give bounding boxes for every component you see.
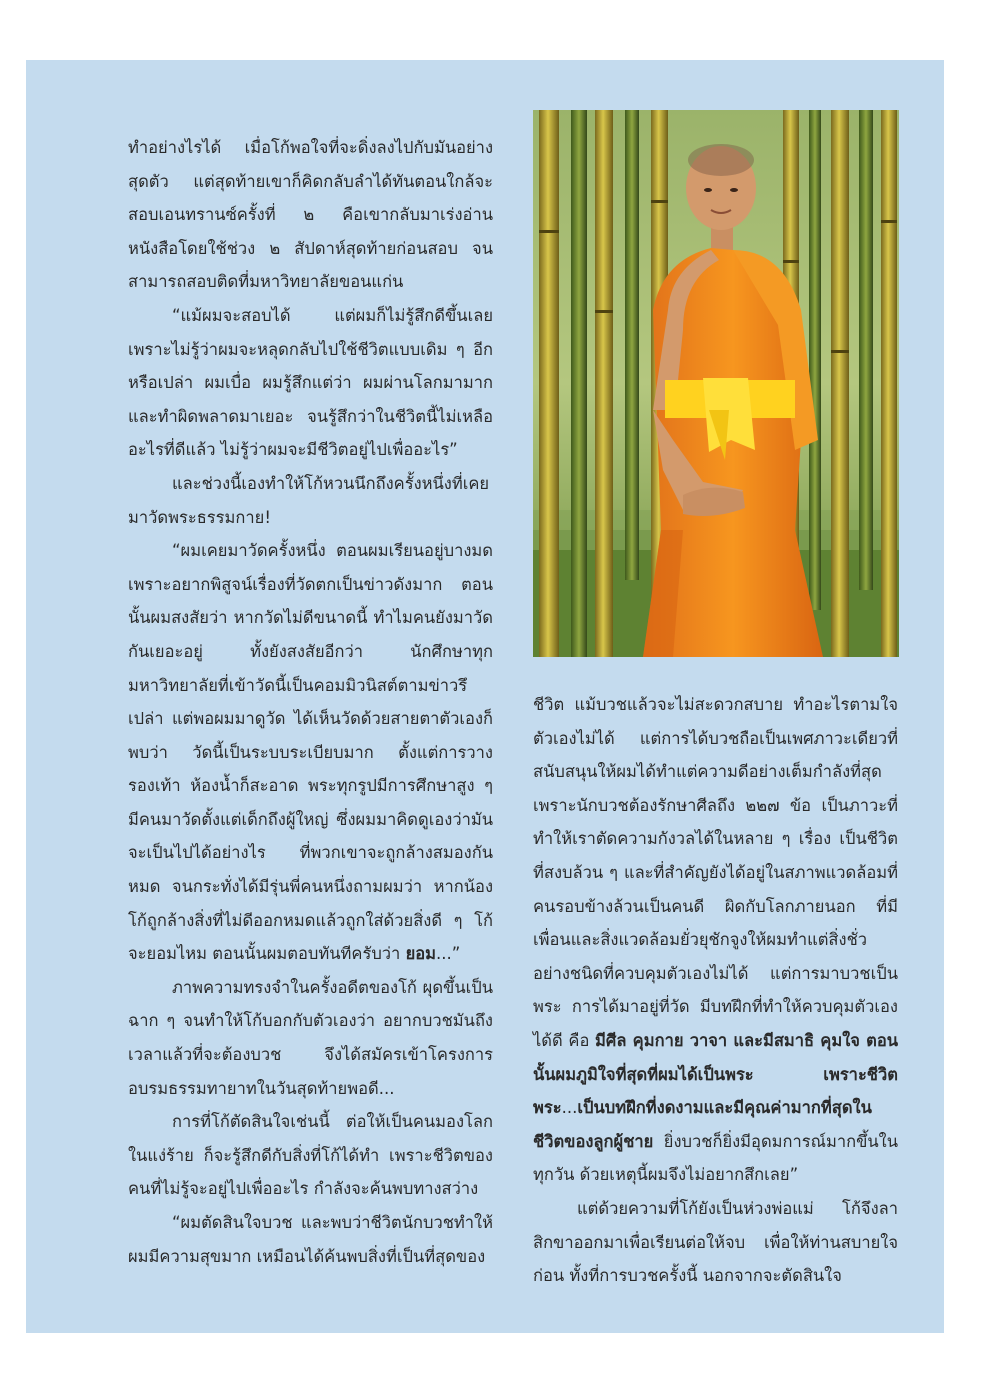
paragraph-text: “ผมเคยมาวัดครั้งหนึ่ง ตอนผมเรียนอยู่บางมด เพราะอยากพิสูจน์เรื่องที่วัดตกเป็นข่าวดังมาก ตอนนั้นผมสงสัยว่า หากวัดไม่ดีขนาดนี้ ทำไมคนยังมาวัดกันเยอะอยู่ ทั้งยังสงสัยอีกว่า นักศึกษาทุกมหาวิทยาลัยที่เข้าวัดนี้เป็นคอมมิวนิสต์ตามข่าวรึเปล่า แต่พอผมมาดูวัด ได้เห็นวัดด้วยสายตาตัวเองก็พบว่า วัดนี้เป็นระบบระเบียบมาก ตั้งแต่การวางรองเท้า ห้องน้ำก็สะอาด พระทุกรูปมีการศึกษาสูง ๆ มีคนมาวัดตั้งแต่เด็กถึงผู้ใหญ่ ซึ่งผมมาคิดดูเองว่ามันจะเป็นไปได้อย่างไร ที่พวกเขาจะถูกล้างสมองกันหมด จนกระทั่งได้มีรุ่นพี่คนหนึ่งถามผมว่า หากน้องโก้ถูกล้างสิ่งที่ไม่ดีออกหมดแล้วถูกใส่ด้วยสิ่งดี ๆ โก้จะยอมไหม ตอนนั้นผมตอบทันทีครับว่า — [128, 541, 493, 964]
bold-word: ยอม — [405, 944, 437, 964]
monk-photo — [533, 110, 899, 657]
paragraph-text: ... — [561, 1098, 578, 1118]
paragraph: ภาพความทรงจำในครั้งอดีตของโก้ ผุดขึ้นเป็นฉาก ๆ จนทำให้โก้บอกกับตัวเองว่า อยากบวชมันถึงเวลาแล้วที่จะต้องบวช จึงได้สมัครเข้าโครงการอบรมธรรมทายาทในวันสุดท้ายพอดี... — [128, 977, 493, 1098]
bold-text: มีศีล คุมกาย วาจา และมีสมาธิ คุมใจ ตอนนั้นผมภูมิใจที่สุดที่ผมได้เป็นพระ เพราะชีวิตพระ — [533, 1030, 899, 1118]
paragraph: “ผมตัดสินใจบวช และพบว่าชีวิตนักบวชทำให้ผมมีความสุขมาก เหมือนได้ค้นพบสิ่งที่เป็นที่สุดของ — [128, 1213, 493, 1266]
paragraph-text: ...” — [436, 944, 461, 964]
paragraph-text: ชีวิต แม้บวชแล้วจะไม่สะดวกสบาย ทำอะไรตามใจตัวเองไม่ได้ แต่การได้บวชถือเป็นเพศภาวะเดียวที่สนับสนุนให้ผมได้ทำแต่ความดีอย่างเต็มกำลังที่สุด เพราะนักบวชต้องรักษาศีลถึง ๒๒๗ ข้อ เป็นภาวะที่ทำให้เราตัดความกังวลได้ในหลาย ๆ เรื่อง เป็นชีวิตที่สงบล้วน ๆ และที่สำคัญยังได้อยู่ในสภาพแวดล้อมที่คนรอบข้างล้วนเป็นคนดี ผิดกับโลกภายนอก ที่มีเพื่อนและสิ่งแวดล้อมยั่วยุชักจูงให้ผมทำแต่สิ่งชั่วอย่างชนิดที่ควบคุมตัวเองไม่ได้ แต่การมาบวชเป็นพระ การได้มาอยู่ที่วัด มีบทฝึกที่ทำให้ควบคุมตัวเองได้ดี คือ — [533, 695, 898, 1050]
paragraph-text: ยิ่งบวชก็ยิ่งมีอุดมการณ์มากขึ้นในทุกวัน ด้วยเหตุนี้ผมจึงไม่อยากสึกเลย” — [533, 1131, 898, 1185]
right-text-column — [533, 688, 898, 1293]
paragraph: แต่ด้วยความที่โก้ยังเป็นห่วงพ่อแม่ โก้จึงลาสิกขาออกมาเพื่อเรียนต่อให้จบ เพื่อให้ท่านสบายใจก่อน ทั้งที่การบวชครั้งนี้ นอกจากจะตัดสินใจ — [533, 1198, 898, 1286]
bold-text: เป็นบทฝึกที่งดงามและมีคุณค่ามากที่สุดในชีวิตของลูกผู้ชาย — [533, 1098, 872, 1151]
paragraph: และช่วงนี้เองทำให้โก้หวนนึกถึงครั้งหนึ่งที่เคยมาวัดพระธรรมกาย! — [128, 473, 490, 527]
paragraph — [533, 688, 898, 1192]
left-text-column — [128, 131, 493, 1273]
paragraph — [128, 534, 493, 971]
paragraph: ทำอย่างไรได้ เมื่อโก้พอใจที่จะดิ่งลงไปกับมันอย่างสุดตัว แต่สุดท้ายเขาก็คิดกลับลำได้ทันตอนใกล้จะสอบเอนทรานซ์ครั้งที่ ๒ คือเขากลับมาเร่งอ่านหนังสือโดยใช้ช่วง ๒ สัปดาห์สุดท้ายก่อนสอบ จนสามารถสอบติดที่มหาวิทยาลัยขอนแก่น — [128, 138, 493, 292]
paragraph: “แม้ผมจะสอบได้ แต่ผมก็ไม่รู้สึกดีขึ้นเลย เพราะไม่รู้ว่าผมจะหลุดกลับไปใช้ชีวิตแบบเดิม ๆ อีกหรือเปล่า ผมเบื่อ ผมรู้สึกแต่ว่า ผมผ่านโลกมามากและทำผิดพลาดมาเยอะ จนรู้สึกว่าในชีวิตนี้ไม่เหลืออะไรที่ดีแล้ว ไม่รู้ว่าผมจะมีชีวิตอยู่ไปเพื่ออะไร” — [128, 305, 493, 460]
paragraph: การที่โก้ตัดสินใจเช่นนี้ ต่อให้เป็นคนมองโลกในแง่ร้าย ก็จะรู้สึกดีกับสิ่งที่โก้ได้ทำ เพราะชีวิตของคนที่ไม่รู้จะอยู่ไปเพื่ออะไร กำลังจะค้นพบทางสว่าง — [128, 1112, 493, 1199]
